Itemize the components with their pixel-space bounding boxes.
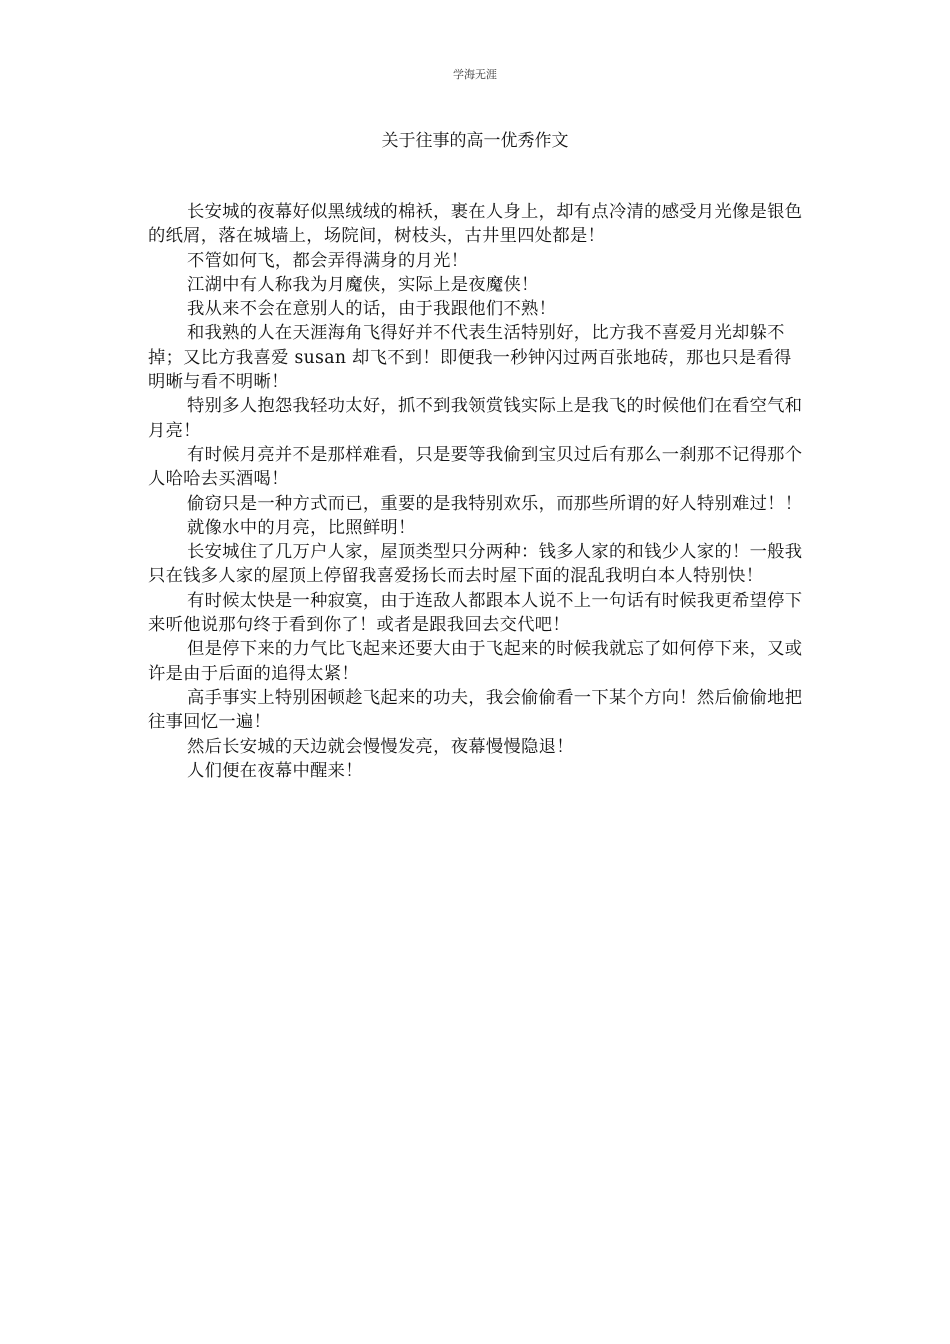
paragraph: 有时候太快是一种寂寞，由于连敌人都跟本人说不上一句话有时候我更希望停下来听他说那句终于看到你了！或者是跟我回去交代吧！ (148, 590, 803, 636)
paragraph: 然后长安城的天边就会慢慢发亮，夜幕慢慢隐退！ (187, 736, 574, 757)
paragraph: 长安城住了几万户人家，屋顶类型只分两种：钱多人家的和钱少人家的！一般我只在钱多人家的屋顶上停留我喜爱扬长而去时屋下面的混乱我明白本人特别快！ (148, 542, 803, 587)
paragraph: 不管如何飞，都会弄得满身的月光！ (187, 250, 469, 271)
paragraph: 人们便在夜幕中醒来！ (187, 760, 363, 781)
paragraph: 特别多人抱怨我轻功太好，抓不到我领赏钱实际上是我飞的时候他们在看空气和月亮！ (148, 396, 803, 441)
paragraph: 高手事实上特别困顿趁飞起来的功夫，我会偷偷看一下某个方向！然后偷偷地把往事回忆一遍！ (148, 687, 803, 733)
paragraph: 长安城的夜幕好似黑绒绒的棉袄，裹在人身上，却有点冷清的感受月光像是银色的纸屑，落在城墙上，场院间，树枝头，古井里四处都是！ (148, 202, 803, 247)
paragraph: 江湖中有人称我为月魔侠，实际上是夜魔侠！ (187, 274, 539, 295)
paragraph: 和我熟的人在天涯海角飞得好并不代表生活特别好，比方我不喜爱月光却躲不掉；又比方我喜爱 susan 却飞不到！即便我一秒钟闪过两百张地砖，那也只是看得明晰与看不明晰！ (148, 323, 792, 393)
page-header: 学海无涯 (453, 68, 497, 81)
paragraph: 但是停下来的力气比飞起来还要大由于飞起来的时候我就忘了如何停下来，又或许是由于后面的追得太紧！ (148, 639, 803, 684)
paragraph: 偷窃只是一种方式而已，重要的是我特别欢乐，而那些所谓的好人特别难过！！ (187, 493, 803, 514)
document-title: 关于往事的高一优秀作文 (381, 131, 569, 151)
paragraph: 有时候月亮并不是那样难看，只是要等我偷到宝贝过后有那么一刹那不记得那个人哈哈去买酒喝！ (148, 444, 803, 490)
document-body (148, 200, 804, 783)
paragraph: 我从来不会在意别人的话，由于我跟他们不熟！ (187, 299, 557, 320)
paragraph: 就像水中的月亮，比照鲜明！ (187, 517, 416, 538)
